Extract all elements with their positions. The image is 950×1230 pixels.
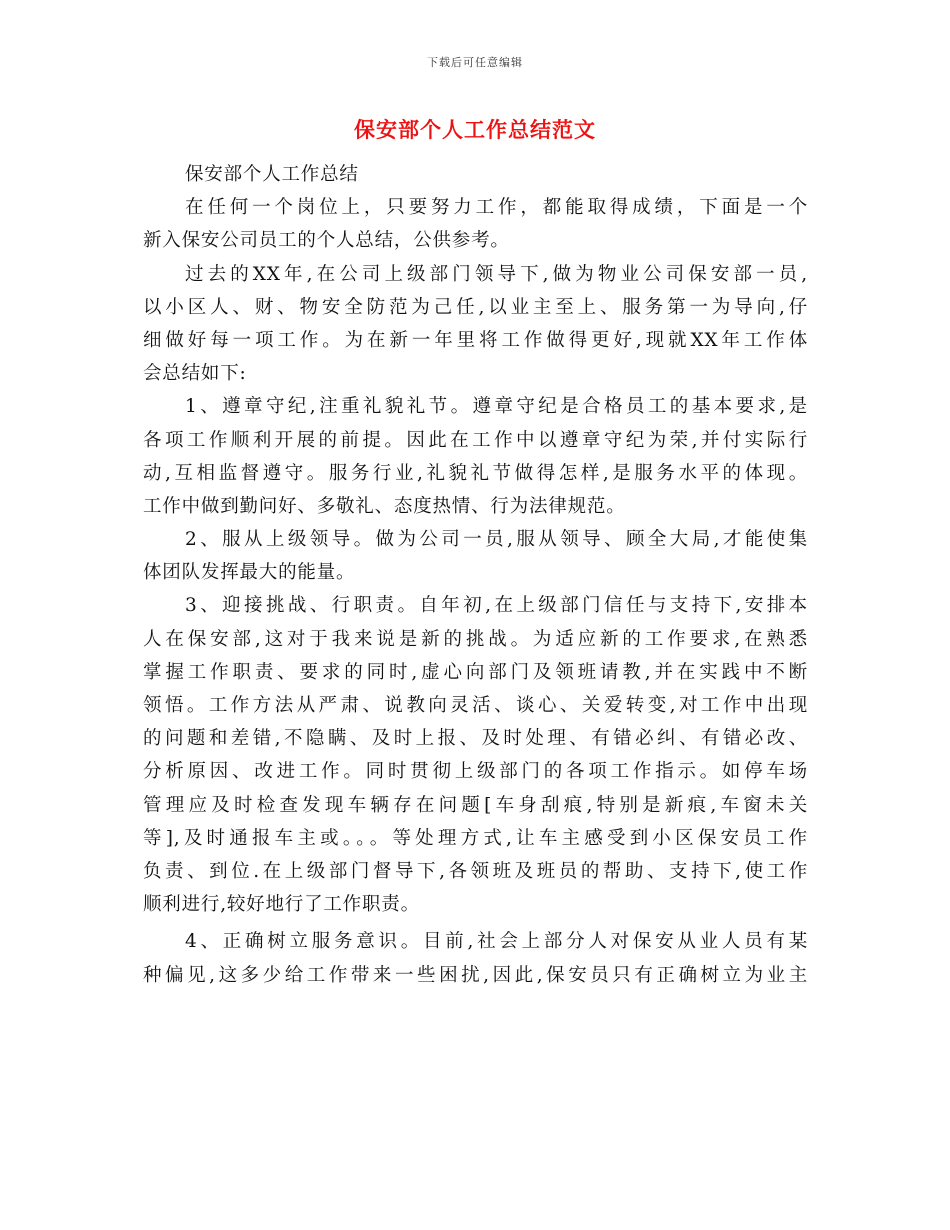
paragraph-line: 过去的XX年,在公司上级部门领导下,做为物业公司保安部一员, xyxy=(185,263,808,285)
paragraph-line: 以小区人、财、物安全防范为己任,以业主至上、服务第一为导向,仔 xyxy=(143,296,808,318)
paragraph-line: 1、遵章守纪,注重礼貌礼节。遵章守纪是合格员工的基本要求,是 xyxy=(185,396,808,418)
paragraph-line: 人在保安部,这对于我来说是新的挑战。为适应新的工作要求,在熟悉 xyxy=(143,628,808,650)
subtitle-line: 保安部个人工作总结 xyxy=(185,164,359,185)
paragraph-line: 等],及时通报车主或。。。等处理方式,让车主感受到小区保安员工作 xyxy=(143,827,808,849)
paragraph-line: 细做好每一项工作。为在新一年里将工作做得更好,现就XX年工作体 xyxy=(143,329,808,351)
paragraph-line: 分析原因、改进工作。同时贯彻上级部门的各项工作指示。如停车场 xyxy=(143,761,808,783)
document-title: 保安部个人工作总结范文 xyxy=(354,117,596,142)
paragraph-line: 体团队发挥最大的能量。 xyxy=(143,562,356,584)
header-note: 下载后可任意编辑 xyxy=(427,56,523,69)
paragraph-line: 在任何一个岗位上，只要努力工作，都能取得成绩，下面是一个 xyxy=(185,197,808,219)
paragraph-line: 4、正确树立服务意识。目前,社会上部分人对保安从业人员有某 xyxy=(185,931,808,953)
paragraph-line: 的问题和差错,不隐瞒、及时上报、及时处理、有错必纠、有错必改、 xyxy=(143,728,808,750)
paragraph-line: 会总结如下: xyxy=(143,363,247,385)
paragraph-line: 各项工作顺利开展的前提。因此在工作中以遵章守纪为荣,并付实际行 xyxy=(143,429,808,451)
paragraph-line: 负责、到位.在上级部门督导下,各领班及班员的帮助、支持下,使工作 xyxy=(143,860,808,882)
paragraph-line: 工作中做到勤问好、多敬礼、态度热情、行为法律规范。 xyxy=(143,495,626,517)
paragraph-line: 管理应及时检查发现车辆存在问题[车身刮痕,特别是新痕,车窗未关 xyxy=(143,794,808,816)
paragraph-line: 新入保安公司员工的个人总结，公供参考。 xyxy=(143,230,510,252)
paragraph-line: 顺利进行,较好地行了工作职责。 xyxy=(143,894,420,916)
paragraph-line: 2、服从上级领导。做为公司一员,服从领导、顾全大局,才能使集 xyxy=(185,529,808,551)
document-body xyxy=(143,158,808,992)
paragraph-line: 领悟。工作方法从严肃、说教向灵活、谈心、关爱转变,对工作中出现 xyxy=(143,695,808,716)
paragraph-line: 种偏见,这多少给工作带来一些困扰,因此,保安员只有正确树立为业主 xyxy=(143,964,808,986)
paragraph-line: 掌握工作职责、要求的同时,虚心向部门及领班请教,并在实践中不断 xyxy=(143,661,808,683)
paragraph-line: 3、迎接挑战、行职责。自年初,在上级部门信任与支持下,安排本 xyxy=(185,595,808,617)
paragraph-line: 动,互相监督遵守。服务行业,礼貌礼节做得怎样,是服务水平的体现。 xyxy=(143,462,808,484)
